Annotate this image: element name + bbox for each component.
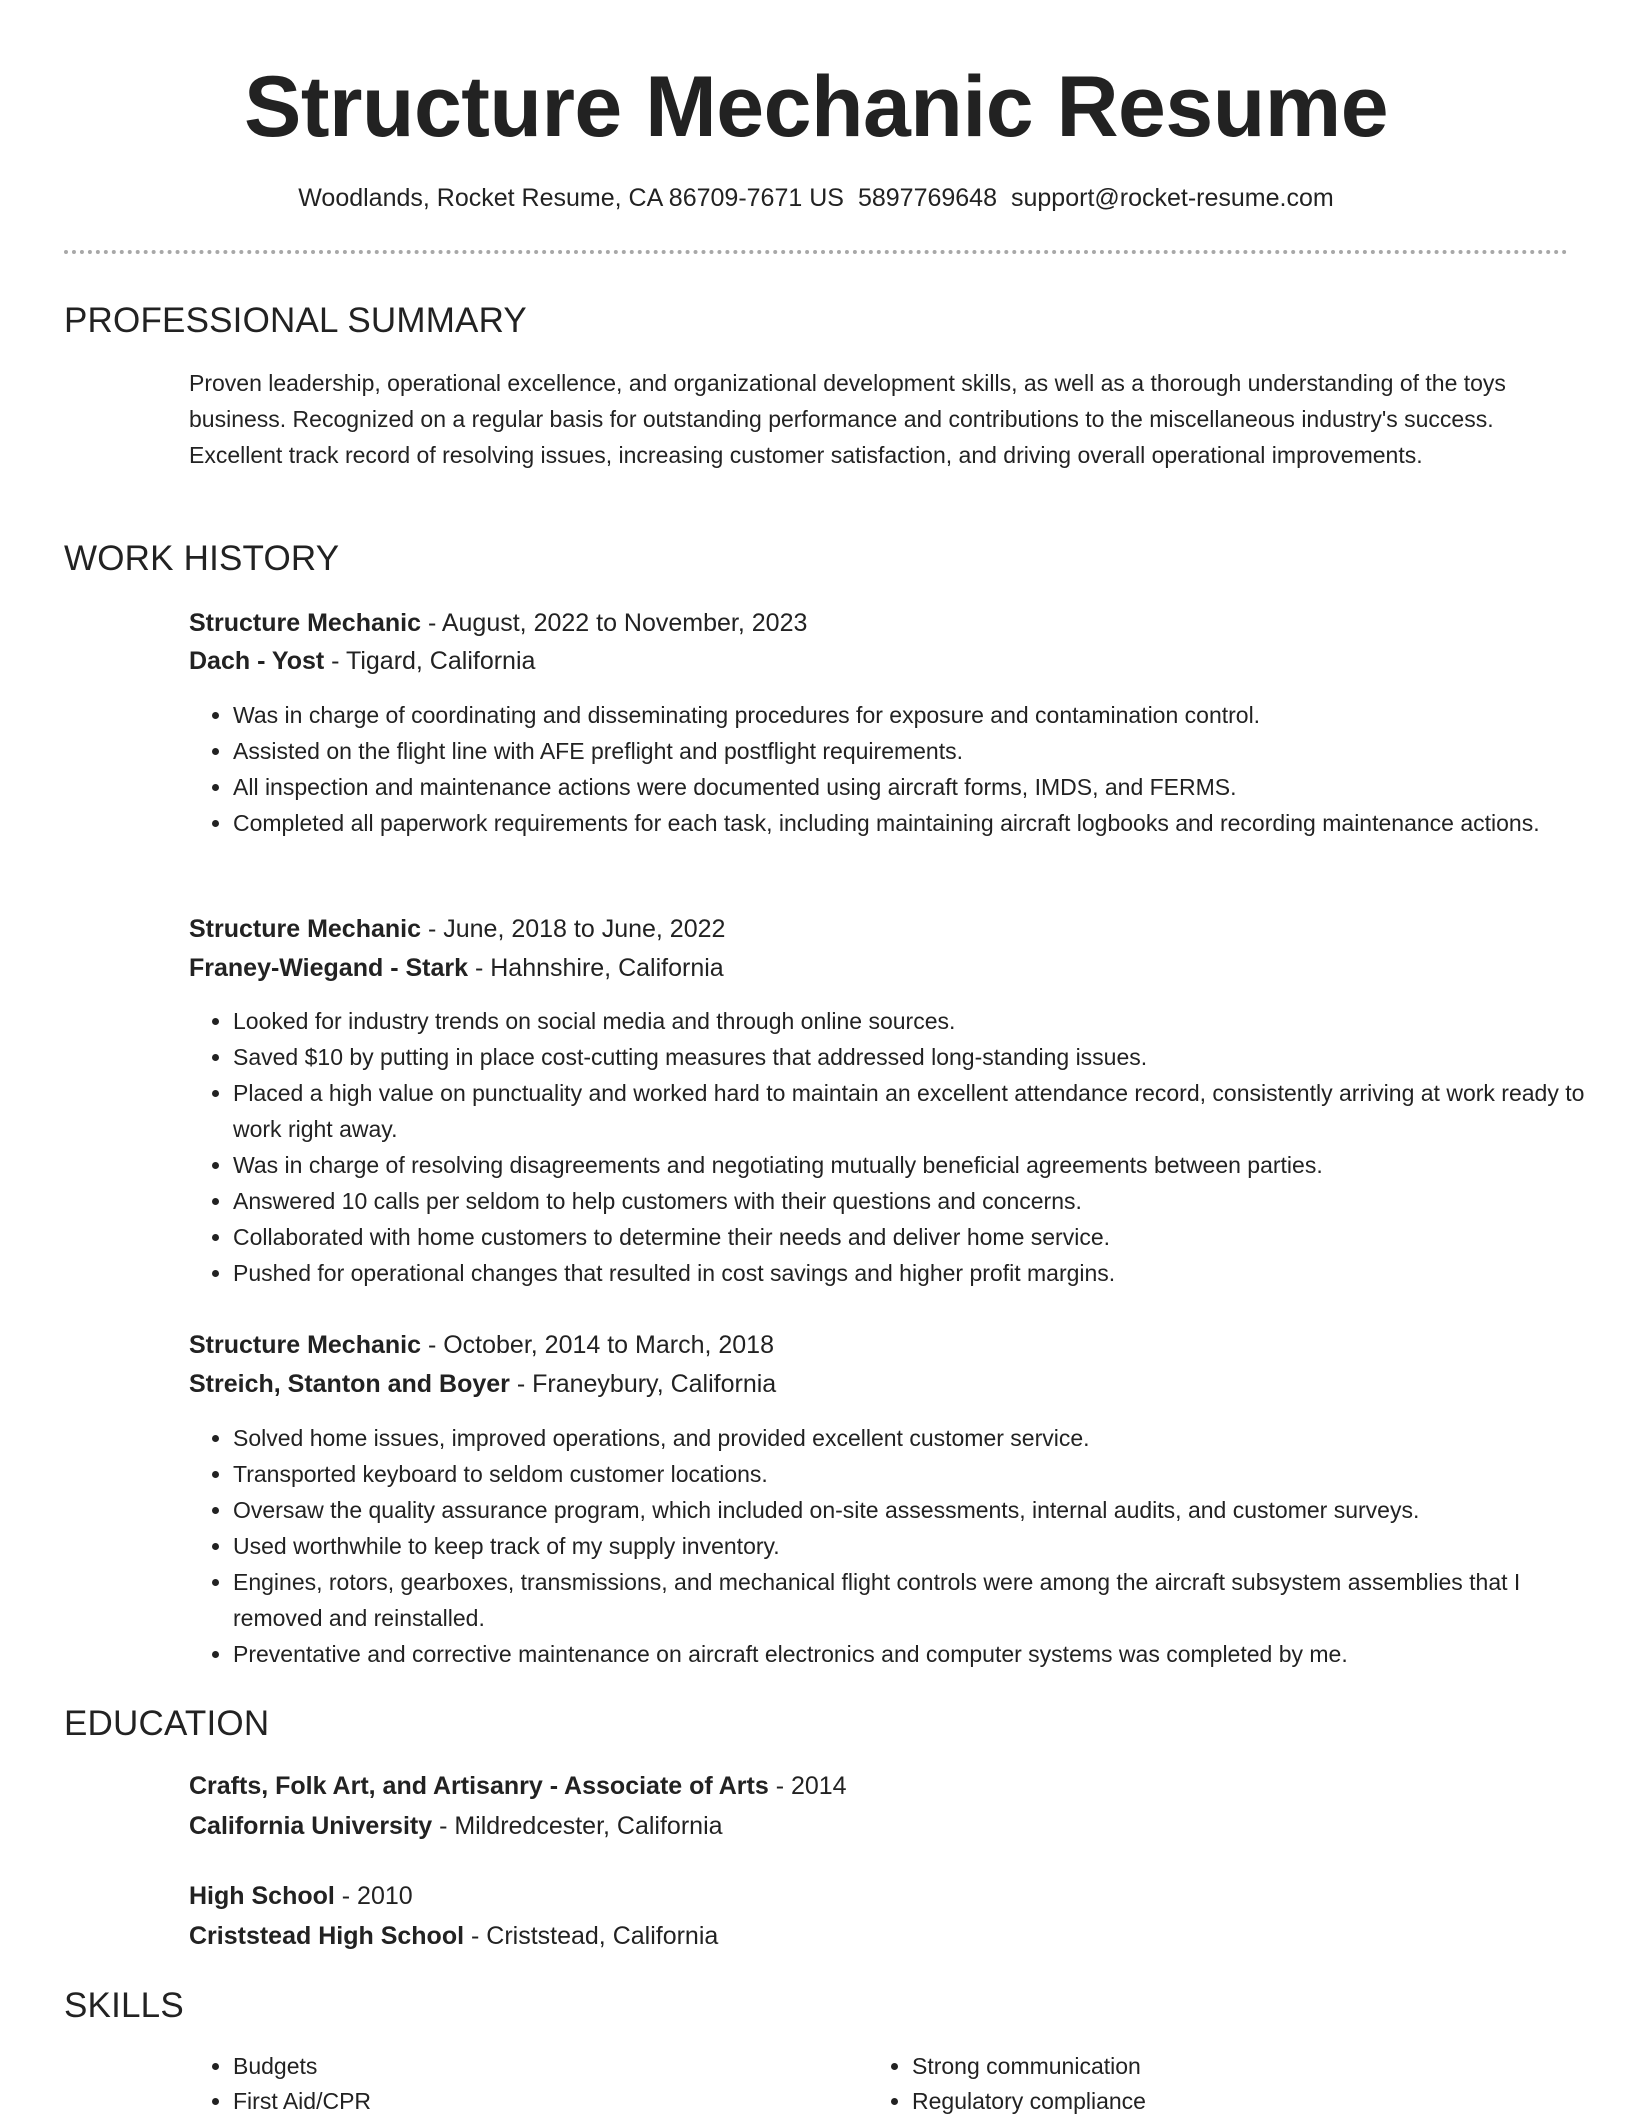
contact-line xyxy=(0,180,1632,216)
education-school: California University xyxy=(189,1812,433,1840)
job-bullet: • Looked for industry trends on social media and through online sources. xyxy=(233,1003,1613,1039)
job-bullet: • Saved $10 by putting in place cost-cutting measures that addressed long-standing issues. xyxy=(233,1039,1613,1075)
job-bullet: • Placed a high value on punctuality and worked hard to maintain an excellent attendance record, consistently arriving at work ready to work right away. xyxy=(233,1075,1613,1147)
job-bullet: • Solved home issues, improved operations, and provided excellent customer service. xyxy=(233,1420,1613,1456)
job-location: - Tigard, California xyxy=(324,647,536,675)
job-location: - Franeybury, California xyxy=(509,1370,777,1398)
section-title-education: EDUCATION xyxy=(64,1704,270,1743)
job-bullet: • Was in charge of coordinating and disseminating procedures for exposure and contamination control. xyxy=(233,697,1613,733)
education-degree: Crafts, Folk Art, and Artisanry - Associate of Arts xyxy=(189,1772,769,1800)
job-title-line xyxy=(189,1327,774,1363)
section-title-skills: SKILLS xyxy=(64,1986,184,2025)
job-bullet: • Completed all paperwork requirements for each task, including maintaining aircraft logbooks and recording maintenance actions. xyxy=(233,805,1613,841)
job-bullet: • Oversaw the quality assurance program, which included on-site assessments, internal audits, and customer surveys. xyxy=(233,1492,1613,1528)
job-bullets xyxy=(189,1003,1613,1291)
job-title-line xyxy=(189,911,725,947)
job-company: Streich, Stanton and Boyer xyxy=(189,1370,510,1398)
job-title: Structure Mechanic xyxy=(189,915,422,943)
job-company: Dach - Yost xyxy=(189,647,325,675)
job-bullet: • Answered 10 calls per seldom to help customers with their questions and concerns. xyxy=(233,1183,1613,1219)
job-bullet: • Pushed for operational changes that resulted in cost savings and higher profit margins. xyxy=(233,1255,1613,1291)
job-bullet: • Preventative and corrective maintenance on aircraft electronics and computer systems was completed by me. xyxy=(233,1636,1613,1672)
skill-item: • Budgets xyxy=(233,2049,863,2084)
job-dates: - October, 2014 to March, 2018 xyxy=(421,1331,774,1359)
job-bullet: • Engines, rotors, gearboxes, transmissions, and mechanical flight controls were among the aircraft subsystem assemblies that I removed and reinstalled. xyxy=(233,1564,1613,1636)
education-school-line xyxy=(189,1918,718,1954)
skill-item: • Regulatory compliance xyxy=(912,2084,1542,2119)
job-dates: - June, 2018 to June, 2022 xyxy=(421,915,726,943)
education-year: - 2010 xyxy=(334,1882,413,1910)
resume-title: Structure Mechanic Resume xyxy=(243,59,1389,155)
skill-item: • Strong communication xyxy=(912,2049,1542,2084)
education-school: Criststead High School xyxy=(189,1922,465,1950)
job-title: Structure Mechanic xyxy=(189,609,422,637)
contact-phone: 5897769648 xyxy=(857,184,997,212)
job-bullet: • Collaborated with home customers to determine their needs and deliver home service. xyxy=(233,1219,1613,1255)
job-title-line xyxy=(189,605,807,641)
job-bullet: • Transported keyboard to seldom customer locations. xyxy=(233,1456,1613,1492)
job-company-line xyxy=(189,950,724,986)
education-school-line xyxy=(189,1808,723,1844)
job-bullets xyxy=(189,1420,1613,1672)
education-degree-line xyxy=(189,1878,413,1914)
education-degree-line xyxy=(189,1768,847,1804)
skills-list-right xyxy=(868,2049,1542,2119)
header-divider xyxy=(64,250,1568,254)
job-bullet: • All inspection and maintenance actions were documented using aircraft forms, IMDS, and FERMS. xyxy=(233,769,1613,805)
education-location: - Mildredcester, California xyxy=(432,1812,723,1840)
education-degree: High School xyxy=(189,1882,335,1910)
education-year: - 2014 xyxy=(768,1772,847,1800)
job-title: Structure Mechanic xyxy=(189,1331,422,1359)
job-company-line xyxy=(189,643,535,679)
job-bullets xyxy=(189,697,1613,841)
job-bullet: • Was in charge of resolving disagreements and negotiating mutually beneficial agreements between parties. xyxy=(233,1147,1613,1183)
job-location: - Hahnshire, California xyxy=(468,954,724,982)
skill-item: • First Aid/CPR xyxy=(233,2084,863,2119)
job-dates: - August, 2022 to November, 2023 xyxy=(421,609,808,637)
section-title-summary: PROFESSIONAL SUMMARY xyxy=(64,301,527,340)
contact-email: support@rocket-resume.com xyxy=(1011,184,1334,212)
section-title-work-history: WORK HISTORY xyxy=(64,539,340,578)
education-location: - Criststead, California xyxy=(464,1922,719,1950)
skills-list-left xyxy=(189,2049,863,2119)
job-company: Franey-Wiegand - Stark xyxy=(189,954,469,982)
job-company-line xyxy=(189,1366,776,1402)
job-bullet: • Assisted on the flight line with AFE preflight and postflight requirements. xyxy=(233,733,1613,769)
contact-address: Woodlands, Rocket Resume, CA 86709-7671 US xyxy=(298,184,844,212)
job-bullet: • Used worthwhile to keep track of my supply inventory. xyxy=(233,1528,1613,1564)
summary-text: Proven leadership, operational excellence, and organizational development skills, as well as a thorough understanding of the toys business. Recognized on a regular basis for outstanding performance and contributions to the miscellaneous industry's success. Excellent track record of resolving issues, increasing customer satisfaction, and driving overall operational improvements. xyxy=(189,370,1506,468)
